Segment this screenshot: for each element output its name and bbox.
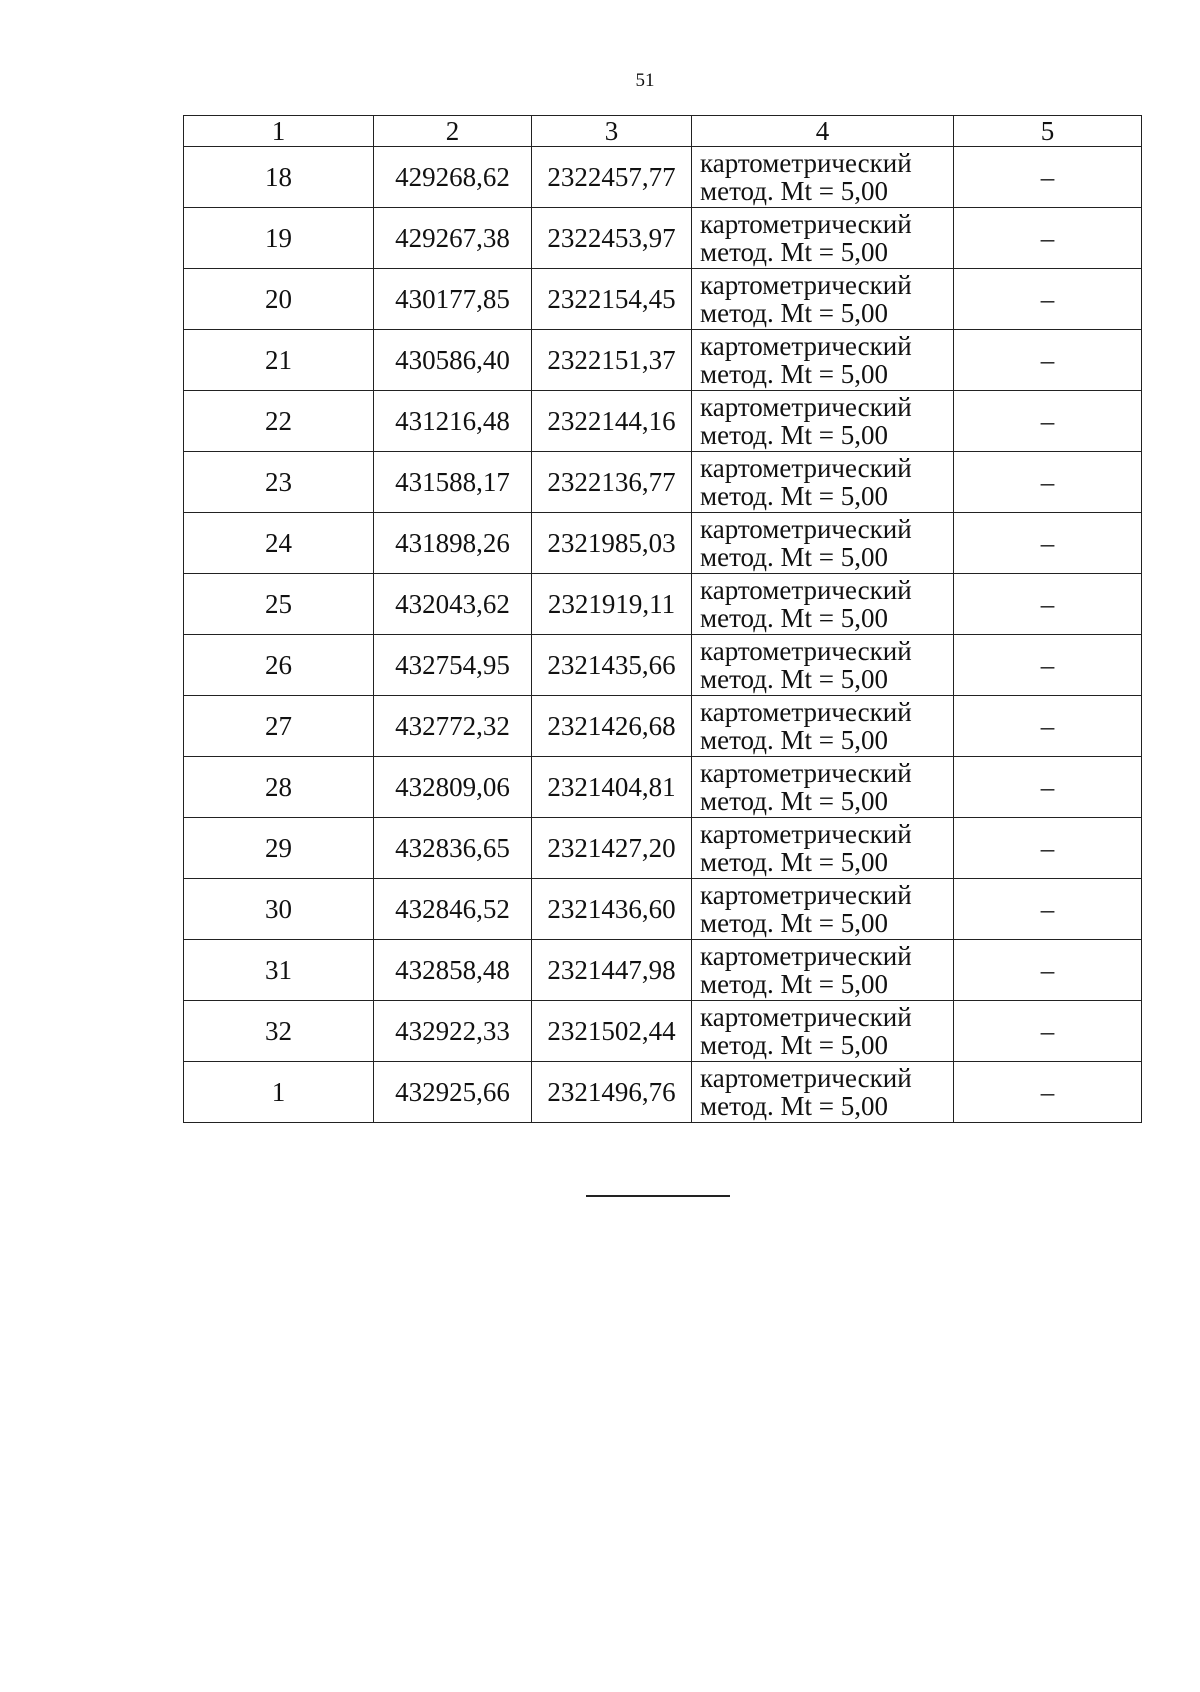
cell-note: – xyxy=(954,208,1142,269)
table-row xyxy=(184,757,1142,818)
cell-y-coordinate: 2322136,77 xyxy=(532,452,692,513)
table-row xyxy=(184,513,1142,574)
cell-y-coordinate: 2321496,76 xyxy=(532,1062,692,1123)
coordinates-table xyxy=(183,115,1142,1123)
cell-note: – xyxy=(954,330,1142,391)
method-line-2: метод. Mt = 5,00 xyxy=(700,969,888,999)
cell-note: – xyxy=(954,1001,1142,1062)
coordinates-table-container xyxy=(183,115,1141,1123)
cell-x-coordinate: 430177,85 xyxy=(374,269,532,330)
cell-note: – xyxy=(954,940,1142,1001)
cell-y-coordinate: 2321426,68 xyxy=(532,696,692,757)
cell-point-number: 25 xyxy=(184,574,374,635)
cell-point-number: 19 xyxy=(184,208,374,269)
header-cell-note: 5 xyxy=(954,116,1142,147)
method-line-1: картометрический xyxy=(700,392,912,422)
method-line-1: картометрический xyxy=(700,148,912,178)
method-line-1: картометрический xyxy=(700,697,912,727)
cell-x-coordinate: 429267,38 xyxy=(374,208,532,269)
method-line-2: метод. Mt = 5,00 xyxy=(700,664,888,694)
cell-y-coordinate: 2321502,44 xyxy=(532,1001,692,1062)
cell-note: – xyxy=(954,635,1142,696)
cell-note: – xyxy=(954,391,1142,452)
cell-point-number: 20 xyxy=(184,269,374,330)
table-row xyxy=(184,391,1142,452)
method-line-1: картометрический xyxy=(700,514,912,544)
cell-method xyxy=(692,147,954,208)
cell-y-coordinate: 2321435,66 xyxy=(532,635,692,696)
cell-note: – xyxy=(954,269,1142,330)
cell-method xyxy=(692,818,954,879)
table-row xyxy=(184,879,1142,940)
cell-point-number: 24 xyxy=(184,513,374,574)
cell-point-number: 31 xyxy=(184,940,374,1001)
method-line-1: картометрический xyxy=(700,331,912,361)
method-line-1: картометрический xyxy=(700,453,912,483)
header-cell-point: 1 xyxy=(184,116,374,147)
table-row xyxy=(184,208,1142,269)
cell-x-coordinate: 432772,32 xyxy=(374,696,532,757)
method-line-1: картометрический xyxy=(700,270,912,300)
cell-note: – xyxy=(954,818,1142,879)
method-line-2: метод. Mt = 5,00 xyxy=(700,908,888,938)
cell-y-coordinate: 2321919,11 xyxy=(532,574,692,635)
cell-point-number: 18 xyxy=(184,147,374,208)
cell-note: – xyxy=(954,696,1142,757)
cell-note: – xyxy=(954,513,1142,574)
cell-y-coordinate: 2322151,37 xyxy=(532,330,692,391)
table-body xyxy=(184,147,1142,1123)
table-row xyxy=(184,940,1142,1001)
cell-method xyxy=(692,269,954,330)
table-row xyxy=(184,696,1142,757)
method-line-2: метод. Mt = 5,00 xyxy=(700,603,888,633)
table-row xyxy=(184,1001,1142,1062)
method-line-1: картометрический xyxy=(700,636,912,666)
cell-method xyxy=(692,696,954,757)
method-line-1: картометрический xyxy=(700,209,912,239)
header-cell-x: 2 xyxy=(374,116,532,147)
cell-x-coordinate: 432925,66 xyxy=(374,1062,532,1123)
cell-note: – xyxy=(954,1062,1142,1123)
method-line-2: метод. Mt = 5,00 xyxy=(700,237,888,267)
cell-y-coordinate: 2321427,20 xyxy=(532,818,692,879)
method-line-2: метод. Mt = 5,00 xyxy=(700,420,888,450)
table-row xyxy=(184,635,1142,696)
cell-y-coordinate: 2321436,60 xyxy=(532,879,692,940)
cell-method xyxy=(692,330,954,391)
method-line-2: метод. Mt = 5,00 xyxy=(700,847,888,877)
table-row xyxy=(184,574,1142,635)
method-line-1: картометрический xyxy=(700,575,912,605)
method-line-2: метод. Mt = 5,00 xyxy=(700,298,888,328)
cell-x-coordinate: 431588,17 xyxy=(374,452,532,513)
method-line-2: метод. Mt = 5,00 xyxy=(700,725,888,755)
method-line-2: метод. Mt = 5,00 xyxy=(700,176,888,206)
cell-x-coordinate: 432858,48 xyxy=(374,940,532,1001)
cell-point-number: 22 xyxy=(184,391,374,452)
cell-note: – xyxy=(954,574,1142,635)
cell-method xyxy=(692,513,954,574)
cell-note: – xyxy=(954,147,1142,208)
method-line-2: метод. Mt = 5,00 xyxy=(700,786,888,816)
cell-method xyxy=(692,1062,954,1123)
table-row xyxy=(184,147,1142,208)
header-row xyxy=(184,116,1142,147)
cell-method xyxy=(692,208,954,269)
method-line-1: картометрический xyxy=(700,758,912,788)
method-line-2: метод. Mt = 5,00 xyxy=(700,481,888,511)
cell-y-coordinate: 2322154,45 xyxy=(532,269,692,330)
table-row xyxy=(184,269,1142,330)
cell-point-number: 27 xyxy=(184,696,374,757)
cell-note: – xyxy=(954,757,1142,818)
cell-point-number: 1 xyxy=(184,1062,374,1123)
end-rule-divider xyxy=(586,1195,730,1197)
table-row xyxy=(184,1062,1142,1123)
cell-x-coordinate: 431898,26 xyxy=(374,513,532,574)
cell-method xyxy=(692,757,954,818)
cell-method xyxy=(692,1001,954,1062)
method-line-1: картометрический xyxy=(700,1063,912,1093)
table-row xyxy=(184,818,1142,879)
cell-x-coordinate: 432922,33 xyxy=(374,1001,532,1062)
cell-y-coordinate: 2321404,81 xyxy=(532,757,692,818)
cell-method xyxy=(692,574,954,635)
cell-point-number: 28 xyxy=(184,757,374,818)
cell-x-coordinate: 432043,62 xyxy=(374,574,532,635)
cell-point-number: 29 xyxy=(184,818,374,879)
method-line-1: картометрический xyxy=(700,941,912,971)
cell-y-coordinate: 2322144,16 xyxy=(532,391,692,452)
cell-y-coordinate: 2321447,98 xyxy=(532,940,692,1001)
cell-point-number: 32 xyxy=(184,1001,374,1062)
page-number: 51 xyxy=(635,70,655,91)
cell-method xyxy=(692,391,954,452)
method-line-1: картометрический xyxy=(700,880,912,910)
header-cell-y: 3 xyxy=(532,116,692,147)
cell-method xyxy=(692,452,954,513)
cell-x-coordinate: 431216,48 xyxy=(374,391,532,452)
cell-point-number: 23 xyxy=(184,452,374,513)
cell-method xyxy=(692,940,954,1001)
cell-note: – xyxy=(954,452,1142,513)
table-row xyxy=(184,452,1142,513)
table-row xyxy=(184,330,1142,391)
method-line-2: метод. Mt = 5,00 xyxy=(700,542,888,572)
method-line-1: картометрический xyxy=(700,819,912,849)
cell-method xyxy=(692,879,954,940)
cell-point-number: 26 xyxy=(184,635,374,696)
method-line-1: картометрический xyxy=(700,1002,912,1032)
cell-x-coordinate: 430586,40 xyxy=(374,330,532,391)
cell-y-coordinate: 2322457,77 xyxy=(532,147,692,208)
method-line-2: метод. Mt = 5,00 xyxy=(700,1030,888,1060)
cell-method xyxy=(692,635,954,696)
cell-note: – xyxy=(954,879,1142,940)
cell-x-coordinate: 432836,65 xyxy=(374,818,532,879)
cell-x-coordinate: 432754,95 xyxy=(374,635,532,696)
cell-point-number: 30 xyxy=(184,879,374,940)
table-header xyxy=(184,116,1142,147)
cell-x-coordinate: 432809,06 xyxy=(374,757,532,818)
method-line-2: метод. Mt = 5,00 xyxy=(700,359,888,389)
method-line-2: метод. Mt = 5,00 xyxy=(700,1091,888,1121)
cell-x-coordinate: 432846,52 xyxy=(374,879,532,940)
cell-y-coordinate: 2322453,97 xyxy=(532,208,692,269)
header-cell-method: 4 xyxy=(692,116,954,147)
cell-y-coordinate: 2321985,03 xyxy=(532,513,692,574)
cell-point-number: 21 xyxy=(184,330,374,391)
cell-x-coordinate: 429268,62 xyxy=(374,147,532,208)
